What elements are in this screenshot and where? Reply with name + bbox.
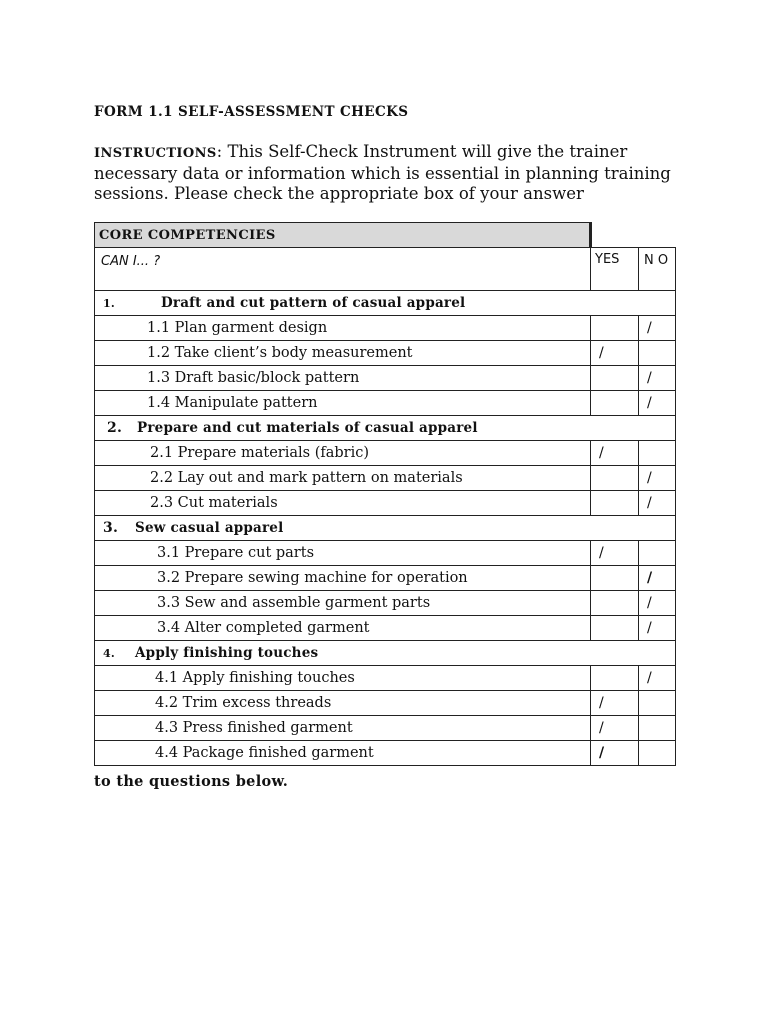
- no-checkbox[interactable]: [639, 441, 676, 466]
- can-i-label: CAN I... ?: [95, 248, 591, 291]
- competency-row: [95, 316, 676, 341]
- competency-row: [95, 391, 676, 416]
- section-heading: [95, 516, 676, 541]
- section-number: 2.: [107, 420, 123, 436]
- section-number: 4.: [103, 647, 115, 660]
- competency-row: [95, 716, 676, 741]
- yes-checkbox[interactable]: [591, 591, 639, 616]
- section-row: [95, 291, 676, 316]
- competency-label: 1.3 Draft basic/block pattern: [95, 366, 591, 391]
- competency-label: 3.2 Prepare sewing machine for operation: [95, 566, 591, 591]
- yes-checkbox[interactable]: /: [591, 341, 639, 366]
- header-row: [95, 223, 676, 248]
- yes-checkbox[interactable]: [591, 666, 639, 691]
- no-checkbox[interactable]: /: [639, 391, 676, 416]
- core-competencies-header: CORE COMPETENCIES: [95, 223, 591, 248]
- no-checkbox[interactable]: /: [639, 666, 676, 691]
- no-checkbox[interactable]: [639, 541, 676, 566]
- yes-checkbox[interactable]: /: [591, 691, 639, 716]
- no-checkbox[interactable]: /: [639, 566, 676, 591]
- yes-checkbox[interactable]: /: [591, 441, 639, 466]
- competency-label: 3.4 Alter completed garment: [95, 616, 591, 641]
- header-blank-cell: [591, 223, 676, 248]
- yes-checkbox[interactable]: /: [591, 716, 639, 741]
- no-checkbox[interactable]: /: [639, 616, 676, 641]
- competency-row: [95, 591, 676, 616]
- yes-checkbox[interactable]: [591, 366, 639, 391]
- yes-checkbox[interactable]: [591, 316, 639, 341]
- competency-label: 2.2 Lay out and mark pattern on materials: [95, 466, 591, 491]
- competency-row: [95, 491, 676, 516]
- competency-label: 1.2 Take client’s body measurement: [95, 341, 591, 366]
- section-row: [95, 416, 676, 441]
- yes-checkbox[interactable]: /: [591, 741, 639, 766]
- competency-row: [95, 466, 676, 491]
- section-title: Draft and cut pattern of casual apparel: [161, 295, 466, 311]
- section-heading: [95, 416, 676, 441]
- no-checkbox[interactable]: [639, 341, 676, 366]
- no-checkbox[interactable]: /: [639, 366, 676, 391]
- section-row: [95, 516, 676, 541]
- no-checkbox[interactable]: /: [639, 466, 676, 491]
- competency-row: [95, 666, 676, 691]
- self-check-table: [94, 222, 676, 766]
- competency-label: 1.4 Manipulate pattern: [95, 391, 591, 416]
- form-title: FORM 1.1 SELF-ASSESSMENT CHECKS: [94, 104, 409, 120]
- section-title: Prepare and cut materials of casual apparel: [137, 420, 478, 436]
- yes-checkbox[interactable]: /: [591, 541, 639, 566]
- no-checkbox[interactable]: /: [639, 591, 676, 616]
- footer-text: to the questions below.: [94, 773, 289, 790]
- competency-label: 2.1 Prepare materials (fabric): [95, 441, 591, 466]
- no-checkbox[interactable]: [639, 716, 676, 741]
- section-title: Apply finishing touches: [135, 645, 319, 661]
- yes-checkbox[interactable]: [591, 566, 639, 591]
- yes-checkbox[interactable]: [591, 616, 639, 641]
- yes-checkbox[interactable]: [591, 391, 639, 416]
- competency-row: [95, 616, 676, 641]
- instructions-label: INSTRUCTIONS: [94, 146, 217, 161]
- competency-row: [95, 741, 676, 766]
- competency-label: 3.1 Prepare cut parts: [95, 541, 591, 566]
- yes-column-header: YES: [591, 248, 639, 291]
- section-heading: [95, 291, 676, 316]
- competency-label: 4.4 Package finished garment: [95, 741, 591, 766]
- competency-row: [95, 691, 676, 716]
- competency-row: [95, 341, 676, 366]
- competency-row: [95, 366, 676, 391]
- no-checkbox[interactable]: /: [639, 491, 676, 516]
- section-number: 1.: [103, 297, 115, 310]
- instructions: [94, 142, 684, 204]
- section-number: 3.: [103, 520, 119, 536]
- no-checkbox[interactable]: /: [639, 316, 676, 341]
- competency-label: 1.1 Plan garment design: [95, 316, 591, 341]
- competency-label: 3.3 Sew and assemble garment parts: [95, 591, 591, 616]
- competency-row: [95, 441, 676, 466]
- no-column-header: N O: [639, 248, 676, 291]
- no-checkbox[interactable]: [639, 741, 676, 766]
- instructions-text: : This Self-Check Instrument will give the trainer necessary data or information which is essential in planning training sessions. Please check the appropriate box of your answer: [94, 142, 671, 203]
- yes-checkbox[interactable]: [591, 466, 639, 491]
- competency-label: 4.3 Press finished garment: [95, 716, 591, 741]
- competency-label: 4.2 Trim excess threads: [95, 691, 591, 716]
- competency-row: [95, 566, 676, 591]
- competency-label: 2.3 Cut materials: [95, 491, 591, 516]
- no-checkbox[interactable]: [639, 691, 676, 716]
- competency-row: [95, 541, 676, 566]
- competency-label: 4.1 Apply finishing touches: [95, 666, 591, 691]
- yes-checkbox[interactable]: [591, 491, 639, 516]
- column-header-row: [95, 248, 676, 291]
- section-title: Sew casual apparel: [135, 520, 284, 536]
- section-row: [95, 641, 676, 666]
- section-heading: [95, 641, 676, 666]
